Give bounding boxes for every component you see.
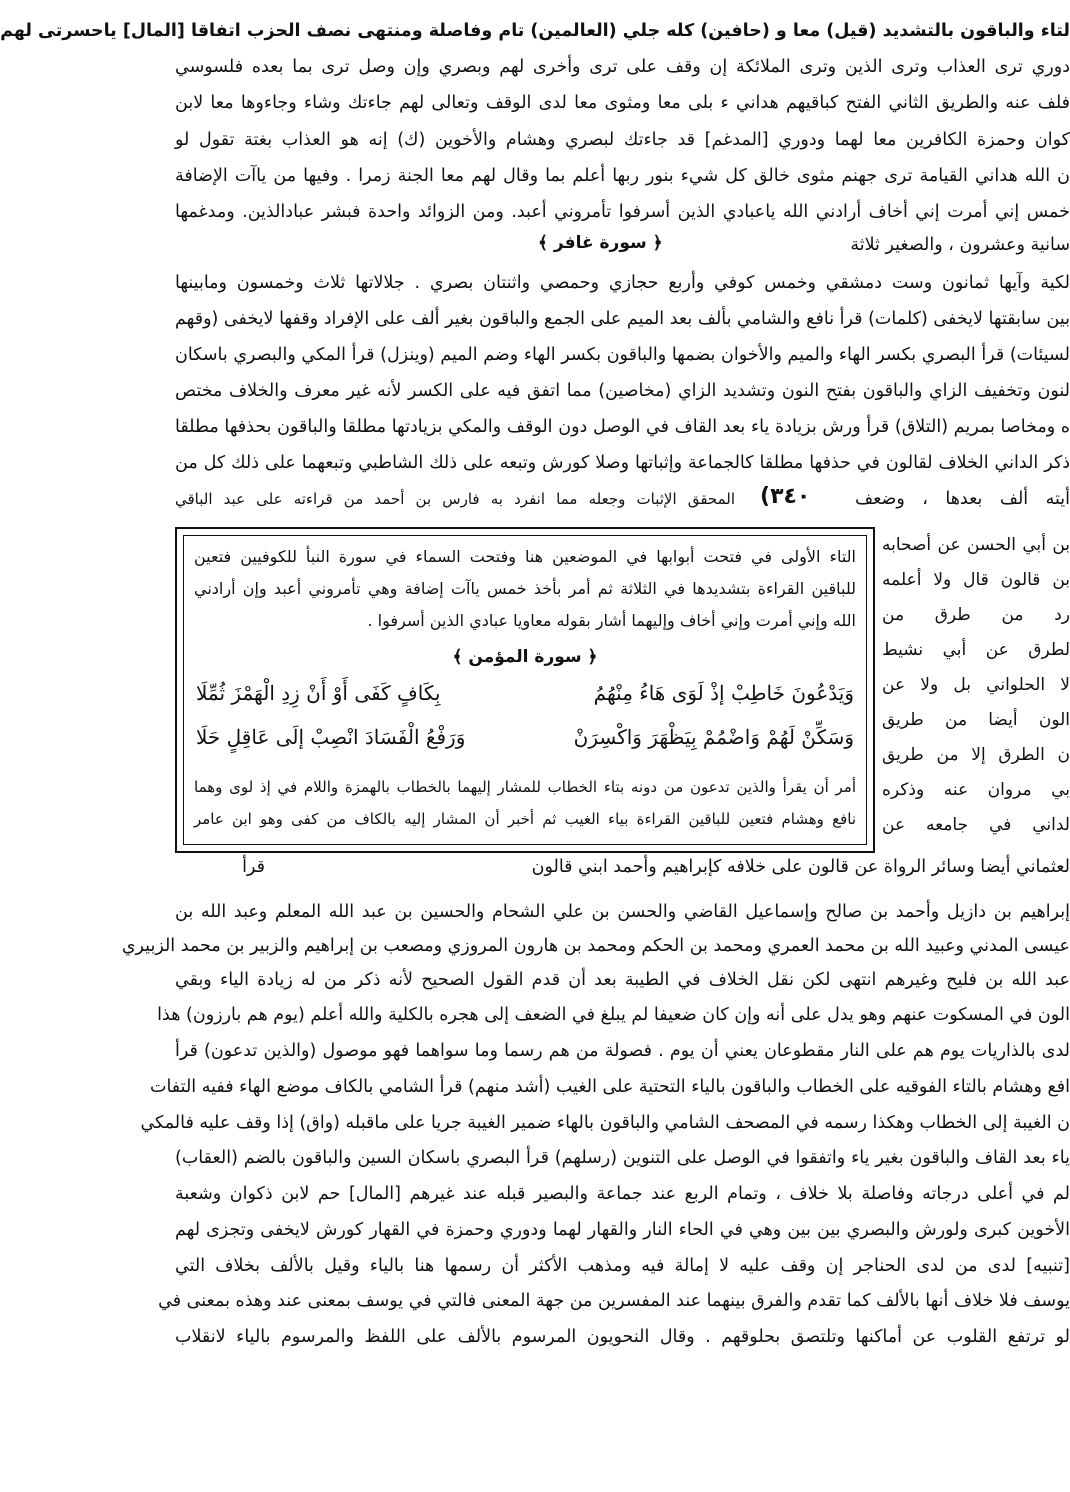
text-line: سانية وعشرون ، والصغير ثلاثة xyxy=(850,235,1070,255)
poem-verse-right: وَسَكِّنْ لَهُمْ وَاضْمُمْ بِيَظْهَرَ وَاكْسِرَنْ xyxy=(573,725,854,749)
text-line: لعثماني أيضا وسائر الرواة عن قالون على خلافه كإبراهيم وأحمد ابني قالون xyxy=(531,857,1070,877)
box-text-line: أمر أن يقرأ والذين تدعون من دونه بتاء الخطاب للمشار إليهما بالخطاب بالهمزة واللام في إذ لوى وهما xyxy=(194,778,856,796)
poem-verse-right: وَيَدْعُونَ خَاطِبْ إذْ لَوَى هَاءُ مِنْهُمُ xyxy=(593,681,854,705)
text-line: ن الغيبة إلى الخطاب وهكذا رسمه في المصحف الشامي والباقون بالهاء ضمير الغيبة جريا على ماقبله (واق) إذا وقف عليه فالمكي xyxy=(140,1113,1070,1133)
box-text-line: التاء الأولى في فتحت أبوابها في الموضعين هنا وفتحت السماء في سورة النبأ للكوفيين فتعين xyxy=(194,547,856,566)
box-text-line: نافع وهشام فتعين للباقين القراءة بياء الغيب ثم أخبر أن المشار إليه بالكاف من كفى وهو ابن عامر xyxy=(194,810,856,828)
text-line: افع وهشام بالتاء الفوقيه على الخطاب والباقون بالياء التحتية على الغيب (أشد منهم) قرأ الشامي بالكاف موضع الهاء ففيه التفات xyxy=(150,1077,1070,1097)
text-line: الون في المسكوت عنهم وهو يدل على أنه وإن كان ضعيفا لم يبلغ في الضعف إلى هجره بالكلية والله أعلم (يوم هم بارزون) هذا xyxy=(157,1005,1070,1025)
surah-title-mumin: ﴿ سورة المؤمن ﴾ xyxy=(452,647,598,667)
text-line: عبد الله بن فليح وغيرهم انتهى لكن نقل الخلاف في الطيبة بعد أن قدم القول الصحيح لأنه ذكر من له زيادة الياء وبقي xyxy=(175,970,1070,990)
page-number xyxy=(760,484,810,509)
box-text-line: الله وإني أمرت وإني أخاف وإليهما أشار بقوله معاويا عبادي الذين أسرفوا . xyxy=(367,611,856,630)
side-text-line: رد من طرق من xyxy=(882,605,1070,625)
text-line: ذكر الداني الخلاف لقالون في حذفها مطلقا كالجماعة وإثباتها وصلا كورش وتبعه على ذلك الشاطبي وتبعهما على ذلك كل من xyxy=(175,453,1070,473)
side-text-line: لداني في جامعه عن xyxy=(882,815,1070,835)
text-line: المحقق الإثبات وجعله مما انفرد به فارس بن أحمد من قراءته على عبد الباقي xyxy=(175,490,735,508)
text-line: ياء بعد القاف والباقون بغير ياء واتفقوا في الوصل على التنوين (رسلهم) قرأ البصري باسكان السين والباقون بالضم (العقاب) xyxy=(175,1148,1070,1168)
page-number-value: ٣٤٠ xyxy=(770,484,811,509)
text-line: بين سابقتها لايخفى (كلمات) قرأ نافع والشامي بألف بعد الميم على الجمع والباقون بغير ألف على الإفراد وقفها لايخفى (وقهم xyxy=(175,309,1070,329)
side-text-line: لا الحلواني بل ولا عن xyxy=(882,675,1070,695)
side-text-line: بن أبي الحسن عن أصحابه xyxy=(882,535,1070,555)
text-line: دوري ترى العذاب وترى الذين وترى الملائكة إن وقف على ترى وأخرى لهم وبصري وإن وصل ترى بما بعده فلسوسي xyxy=(175,57,1070,77)
text-line: لكية وآيها ثمانون وست دمشقي وخمس كوفي وأربع حجازي وحمصي واثنتان بصري . جلالاتها ثلاث وخمسون ومابينها xyxy=(175,273,1070,293)
poem-verse-left: وَرَفْعُ الْفَسَادَ انْصِبْ إلَى عَاقِلٍ حَلَا xyxy=(196,725,466,749)
text-line: [تنبيه] لدى من لدى الحناجر إن وقف عليه لا إمالة فيه ومذهب الأكثر أن رسمها هنا بالياء وقيل بالألف بخلاف التي xyxy=(175,1256,1070,1276)
side-text-line: ن الطرق إلا من طريق xyxy=(882,745,1070,765)
page-number-paren: ( xyxy=(760,484,771,509)
text-line: إبراهيم بن دازيل وأحمد بن صالح وإسماعيل القاضي والحسن بن علي الشحام والحسين بن عبد الله المعلم وعبد الله بن xyxy=(175,902,1070,922)
text-line: أيته ألف بعدها ، وضعف xyxy=(855,489,1070,509)
text-line: قرأ xyxy=(242,857,265,877)
text-line: لم في أعلى درجاته وفاصلة بلا خلاف ، وتمام الربع عند جماعة والبصير قبله عند غيرهم [المال] حم لابن ذكوان وشعبة xyxy=(175,1184,1070,1204)
text-line: كوان وحمزة الكافرين معا لهما ودوري [المدغم] قد جاءتك لبصري وهشام والأخوين (ك) إنه هو العذاب بغتة تقول لو xyxy=(175,130,1070,150)
poem-box-inner-frame xyxy=(183,535,867,845)
text-line: ه ومخاصا بمريم (التلاق) قرأ ورش بزيادة ياء بعد القاف في الوصل دون الوقف والمكي بزيادتها مطلقا والباقون بحذفها مطلقا xyxy=(175,417,1070,437)
text-line: لنون وتخفيف الزاي والباقون بفتح النون وتشديد الزاي (مخاصين) مما اتفق فيه على الكسر لأنه غير معرف والخلاف مختص xyxy=(175,381,1070,401)
side-text-line: بي مروان عنه وذكره xyxy=(882,780,1070,800)
text-line: الأخوين كبرى ولورش والبصري بين بين وهي في الحاء النار والقهار لهما ودوري وحمزة في القهار كورش لايخفى وتجزى لهم xyxy=(175,1220,1070,1240)
side-text-line: بن قالون قال ولا أعلمه xyxy=(882,570,1070,590)
side-text-line: لطرق عن أبي نشيط xyxy=(882,640,1070,660)
text-line: خمس إني أمرت إني أخاف أرادني الله ياعبادي الذين أسرفوا تأمروني أعبد. ومن الزوائد واحدة فبشر عبادالذين. ومدغمها xyxy=(175,202,1070,222)
text-line: لسيئات) قرأ البصري بكسر الهاء والميم والأخوان بضمها والباقون بكسر الهاء وضم الميم (وينزل) قرأ المكي والبصري باسكان xyxy=(175,345,1070,365)
side-text-line: الون أيضا من طريق xyxy=(882,710,1070,730)
poem-verse-left: بِكَافٍ كَفَى أَوْ أَنْ زِدِ الْهَمْزَ ثُمِّلَا xyxy=(196,681,441,705)
surah-title-ghafir: ﴿ سورة غافر ﴾ xyxy=(538,233,663,253)
text-line: يوسف فلا خلاف أنها بالألف كما تقدم والفرق بينهما عند المفسرين من جهة المعنى فالتي في يوسف بمعنى عند وهذه بمعنى في xyxy=(158,1291,1070,1311)
text-line: لو ترتفع القلوب عن أماكنها وتلتصق بحلوقهم . وقال النحويون المرسوم بالألف على اللفظ والمرسوم بالياء لانقلاب xyxy=(175,1327,1070,1347)
text-line: فلف عنه والطريق الثاني الفتح كباقيهم هداني ء بلى معا ومثوى معا لدى الوقف وتعالى لهم جاءتك وشاء وجاءوها معا لابن xyxy=(175,93,1070,113)
text-line: لتاء والباقون بالتشديد (قيل) معا و (حافين) كله جلي (العالمين) تام وفاصلة ومنتهى نصف الحزب اتفاقا [المال] ياحسرتى لهم xyxy=(0,21,1070,41)
text-line: لدى بالذاريات يوم هم على النار مقطوعان يعني أن يوم . فصولة من هم رسما وما سواهما فهو موصول (والذين تدعون) قرأ xyxy=(175,1041,1070,1061)
text-line: ن الله هداني القيامة ترى جهنم مثوى خالق كل شيء بنور ربها أعلم بما وقال لهم معا الجنة زمرا . وفيها من ياآت الإضافة xyxy=(175,166,1070,186)
text-line: عيسى المدني وعبيد الله بن محمد العمري ومحمد بن الحكم ومحمد بن هارون المروزي ومصعب بن إبراهيم والزبير بن محمد الزبيري xyxy=(121,936,1070,956)
poem-box xyxy=(175,527,875,853)
box-text-line: للباقين القراءة بتشديدها في الثلاثة ثم أمر بأخذ خمس ياآت إضافة وهي تأمروني أعبد وإن أرادني xyxy=(194,579,856,598)
